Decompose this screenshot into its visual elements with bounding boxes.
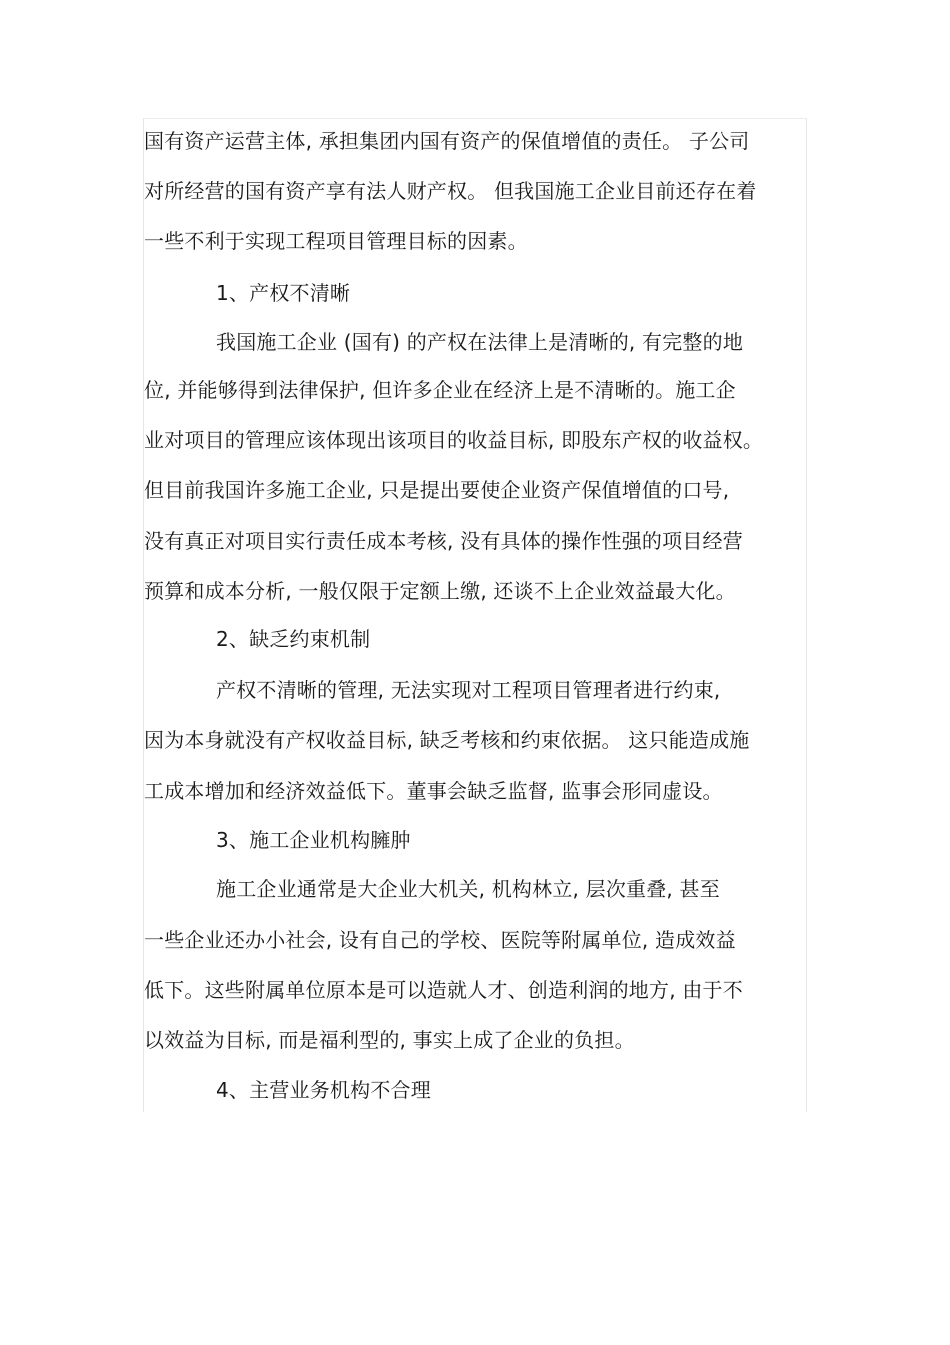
section-heading-3: 3、施工企业机构臃肿 bbox=[216, 828, 411, 852]
body-text-line: 预算和成本分析, 一般仅限于定额上缴, 还谈不上企业效益最大化。 bbox=[144, 579, 736, 603]
section-heading-2: 2、缺乏约束机制 bbox=[216, 627, 371, 651]
body-text-line: 国有资产运营主体, 承担集团内国有资产的保值增值的责任。 子公司 bbox=[144, 129, 750, 153]
body-text-line: 产权不清晰的管理, 无法实现对工程项目管理者进行约束, bbox=[216, 678, 721, 702]
body-text-line: 以效益为目标, 而是福利型的, 事实上成了企业的负担。 bbox=[144, 1028, 635, 1052]
body-text-line: 没有真正对项目实行责任成本考核, 没有具体的操作性强的项目经营 bbox=[144, 529, 743, 553]
body-text-line: 一些企业还办小社会, 设有自己的学校、医院等附属单位, 造成效益 bbox=[144, 928, 736, 952]
body-text-line: 施工企业通常是大企业大机关, 机构林立, 层次重叠, 甚至 bbox=[216, 877, 720, 901]
body-text-line: 业对项目的管理应该体现出该项目的收益目标, 即股东产权的收益权。 bbox=[144, 428, 764, 452]
body-text-line: 但目前我国许多施工企业, 只是提出要使企业资产保值增值的口号, bbox=[144, 478, 730, 502]
section-heading-1: 1、产权不清晰 bbox=[216, 281, 351, 305]
body-text-line: 低下。这些附属单位原本是可以造就人才、创造利润的地方, 由于不 bbox=[144, 978, 743, 1002]
body-text-line: 位, 并能够得到法律保护, 但许多企业在经济上是不清晰的。施工企 bbox=[144, 378, 736, 402]
body-text-line: 对所经营的国有资产享有法人财产权。 但我国施工企业目前还存在着 bbox=[144, 179, 757, 203]
body-text-line: 工成本增加和经济效益低下。董事会缺乏监督, 监事会形同虚设。 bbox=[144, 779, 723, 803]
page-frame bbox=[143, 118, 807, 1112]
body-text-line: 我国施工企业 (国有) 的产权在法律上是清晰的, 有完整的地 bbox=[216, 330, 744, 354]
section-heading-4: 4、主营业务机构不合理 bbox=[216, 1078, 431, 1102]
body-text-line: 因为本身就没有产权收益目标, 缺乏考核和约束依据。 这只能造成施 bbox=[144, 728, 750, 752]
body-text-line: 一些不利于实现工程项目管理目标的因素。 bbox=[144, 229, 528, 253]
